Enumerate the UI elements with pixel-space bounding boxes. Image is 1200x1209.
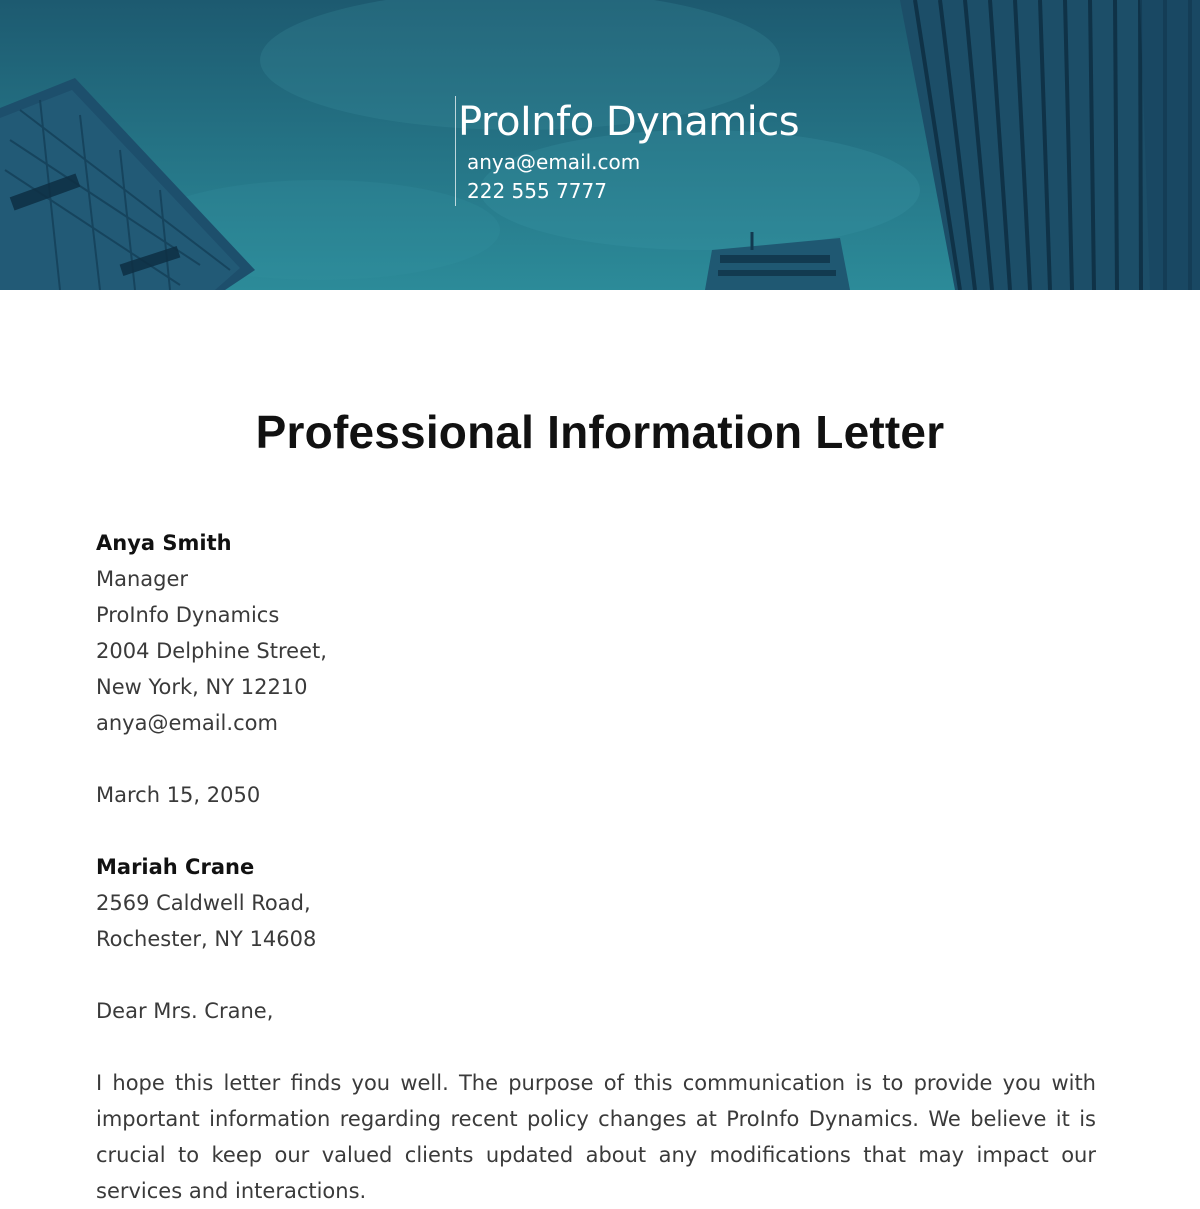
letter-date: March 15, 2050 [96, 783, 261, 807]
header-phone: 222 555 7777 [467, 179, 607, 203]
sender-name: Anya Smith [96, 531, 232, 555]
header-banner [0, 0, 1200, 290]
recipient-city: Rochester, NY 14608 [96, 927, 317, 951]
header-email: anya@email.com [467, 150, 641, 174]
sender-street: 2004 Delphine Street, [96, 639, 327, 663]
salutation: Dear Mrs. Crane, [96, 999, 274, 1023]
sender-company: ProInfo Dynamics [96, 603, 280, 627]
document-title: Professional Information Letter [255, 406, 945, 458]
company-name: ProInfo Dynamics [458, 99, 800, 145]
brand-block [455, 96, 799, 206]
sender-email: anya@email.com [96, 711, 278, 735]
recipient-block [96, 849, 1096, 957]
date-block [96, 777, 1096, 813]
sender-position: Manager [96, 567, 189, 591]
sender-city: New York, NY 12210 [96, 675, 308, 699]
recipient-street: 2569 Caldwell Road, [96, 891, 311, 915]
letter-content [96, 525, 1096, 1209]
salutation-block [96, 993, 1096, 1029]
sender-block [96, 525, 1096, 741]
recipient-name: Mariah Crane [96, 855, 255, 879]
body-paragraph: I hope this letter finds you well. The purpose of this communication is to provide you with important information regarding recent policy changes at ProInfo Dynamics. We believe it is crucial to keep our valued clients updated about any modifications that may impact our services and interactions. [96, 1071, 1096, 1203]
